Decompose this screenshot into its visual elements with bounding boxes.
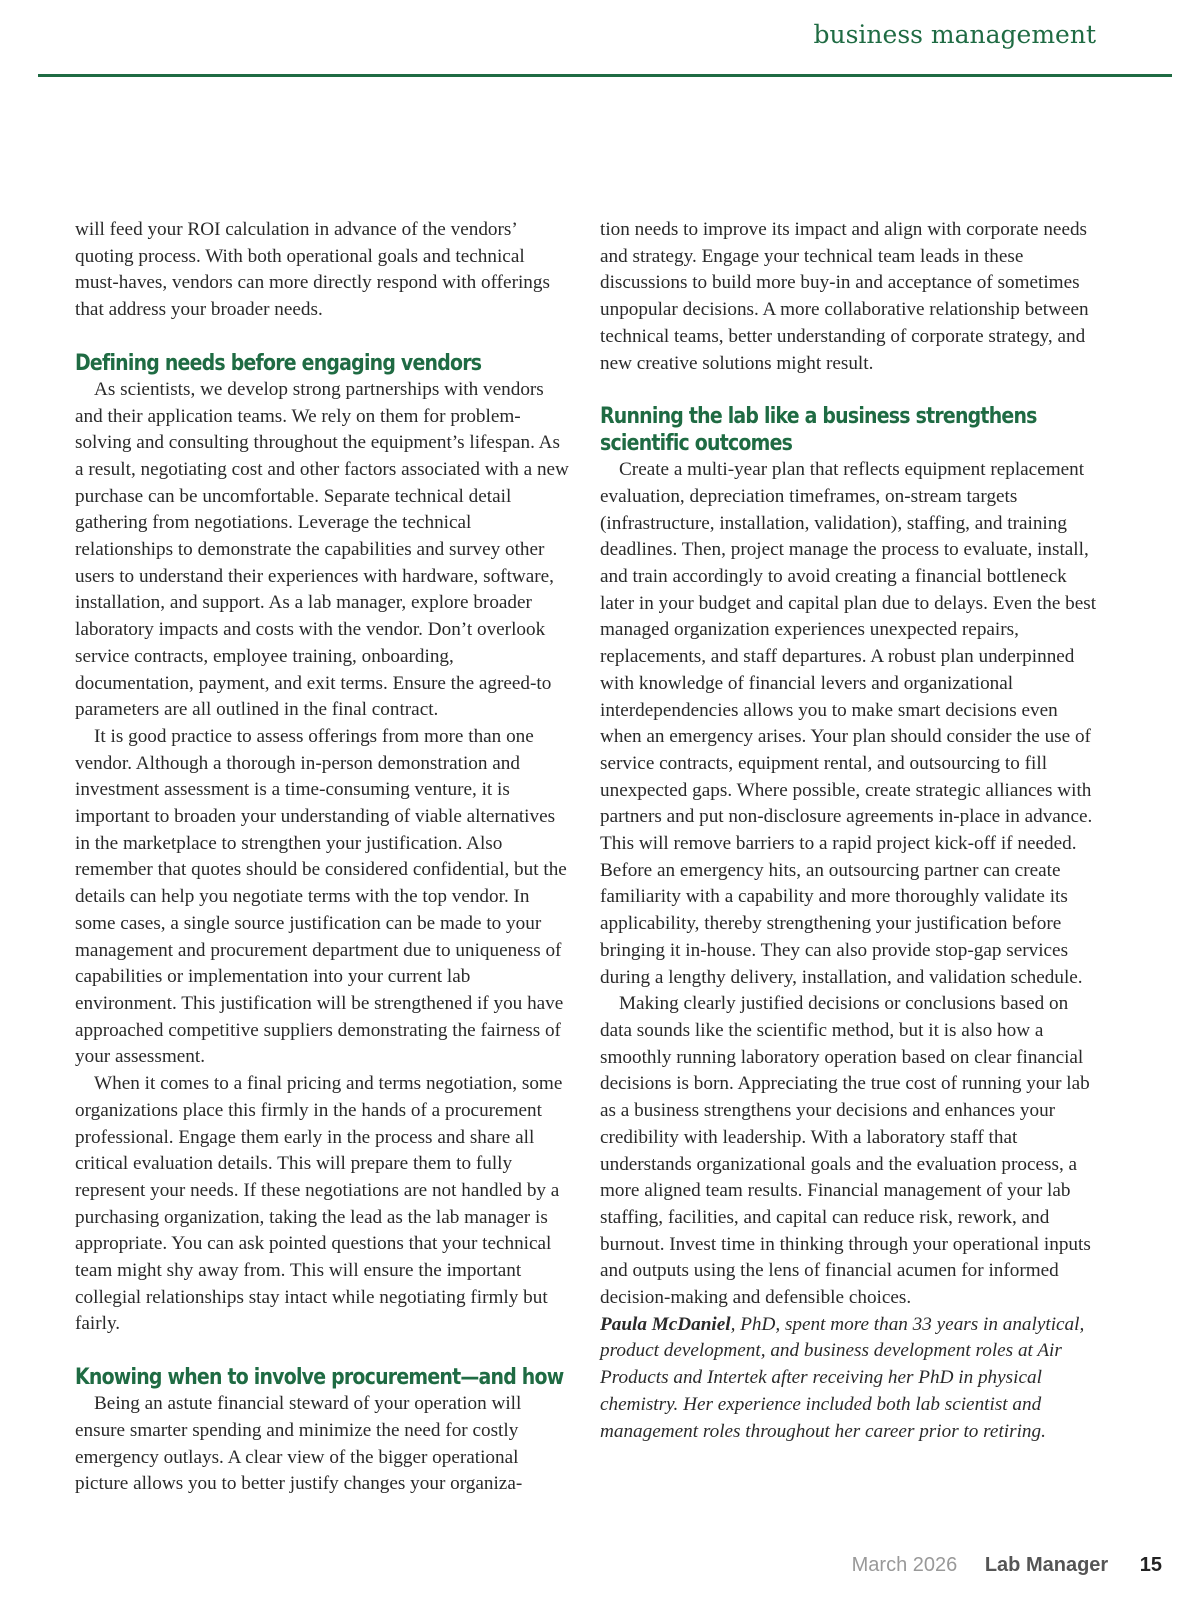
body-paragraph: Making clearly justified decisions or conclusions based on data sounds like the scientific method, but it is also how a smoothly running laboratory operation based on clear financial decisions is born. Appreciating the true cost of running your lab as a business strengthens your decisions and enhances your credibility with leadership. With a laboratory staff that understands organizational goals and the evaluation process, a more aligned team results. Financial management of your lab staffing, facilities, and capital can reduce risk, rework, and burnout. Invest time in thinking through your operational inputs and outputs using the lens of financial acumen for informed decision-making and defensible choices. <box>600 993 1091 1309</box>
intro-paragraph: will feed your ROI calculation in advance of the vendors’ quoting process. With both operational goals and technical must-haves, vendors can more directly respond with offerings that address your broader needs. <box>75 219 550 321</box>
header-rule <box>38 74 1172 77</box>
page-number: 15 <box>1139 1554 1162 1576</box>
body-paragraph: As scientists, we develop strong partnerships with vendors and their application teams. We rely on them for problem-solving and consulting throughout the equipment’s lifespan. As a result, negotiating cost and other factors associated with a new purchase can be uncomfortable. Separate technical detail gathering from negotiations. Leverage the technical relationships to demonstrate the capabilities and survey other users to understand their experiences with hardware, software, installation, and support. As a lab manager, explore broader laboratory impacts and costs with the vendor. Don’t overlook service contracts, employee training, onboarding, documentation, payment, and exit terms. Ensure the agreed-to parameters are all outlined in the final contract. <box>75 378 569 721</box>
right-column <box>600 217 1100 1445</box>
body-paragraph: It is good practice to assess offerings from more than one vendor. Although a thorough in-person demonstration and investment assessment is a time-consuming venture, it is important to broaden your understanding of viable alternatives in the marketplace to strengthen your justification. Also remember that quotes should be considered confidential, but the details can help you negotiate terms with the top vendor. In some cases, a single source justification can be made to your management and procurement department due to uniqueness of capabilities or implementation into your current lab environment. This justification will be strengthened if you have approached competitive suppliers demonstrating the fairness of your assessment. <box>75 725 567 1068</box>
body-paragraph: Being an astute financial steward of your operation will ensure smarter spending and minimize the need for costly emergency outlays. A clear view of the bigger operational picture allows you to better justify changes your organiza- <box>75 1393 523 1495</box>
author-bio <box>600 1312 1100 1446</box>
page-footer <box>852 1554 1162 1577</box>
author-bio-text: , PhD, spent more than 33 years in analytical, product development, and business development roles at Air Products and Intertek after receiving her PhD in physical chemistry. Her experience included both lab scientist and management roles throughout her career prior to retiring. <box>600 1313 1085 1442</box>
heading-running-lab: Running the lab like a business strengthens scientific outcomes <box>600 404 1037 457</box>
left-column <box>75 217 573 1498</box>
body-paragraph: Create a multi-year plan that reflects equipment replacement evaluation, depreciation timeframes, on-stream targets (infrastructure, installation, validation), staffing, and training deadlines. Then, project manage the process to evaluate, install, and train accordingly to avoid creating a financial bottleneck later in your budget and capital plan due to delays. Even the best managed organization experiences unexpected repairs, replacements, and staff departures. A robust plan underpinned with knowledge of financial levers and organizational interdependencies allows you to make smart decisions even when an emergency arises. Your plan should consider the use of service contracts, equipment rental, and outsourcing to fill unexpected gaps. Where possible, create strategic alliances with partners and put non-disclosure agreements in-place in advance. This will remove barriers to a rapid project kick-off if needed. Before an emergency hits, an outsourcing partner can create familiarity with a capability and more thoroughly validate its applicability, thereby strengthening your justification before bringing it in-house. They can also provide stop-gap services during a lengthy delivery, installation, and validation schedule. <box>600 459 1097 988</box>
continued-paragraph: tion needs to improve its impact and align with corporate needs and strategy. Engage your technical team leads in these discussions to build more buy-in and acceptance of sometimes unpopular decisions. A more collaborative relationship between technical teams, better understanding of corporate strategy, and new creative solutions might result. <box>600 219 1089 374</box>
section-label: business management <box>813 20 1096 49</box>
magazine-name: Lab Manager <box>984 1554 1109 1576</box>
heading-defining-needs: Defining needs before engaging vendors <box>75 350 482 376</box>
issue-date: March 2026 <box>851 1554 958 1576</box>
body-paragraph: When it comes to a final pricing and terms negotiation, some organizations place this firmly in the hands of a procurement professional. Engage them early in the process and share all critical evaluation details. This will prepare them to fully represent your needs. If these negotiations are not handled by a purchasing organization, taking the lead as the lab manager is appropriate. You can ask pointed questions that your technical team might shy away from. This will ensure the important collegial relationships stay intact while negotiating firmly but fairly. <box>75 1073 563 1335</box>
author-name: Paula McDaniel <box>600 1313 731 1335</box>
heading-knowing-procurement: Knowing when to involve procurement—and how <box>75 1365 564 1391</box>
